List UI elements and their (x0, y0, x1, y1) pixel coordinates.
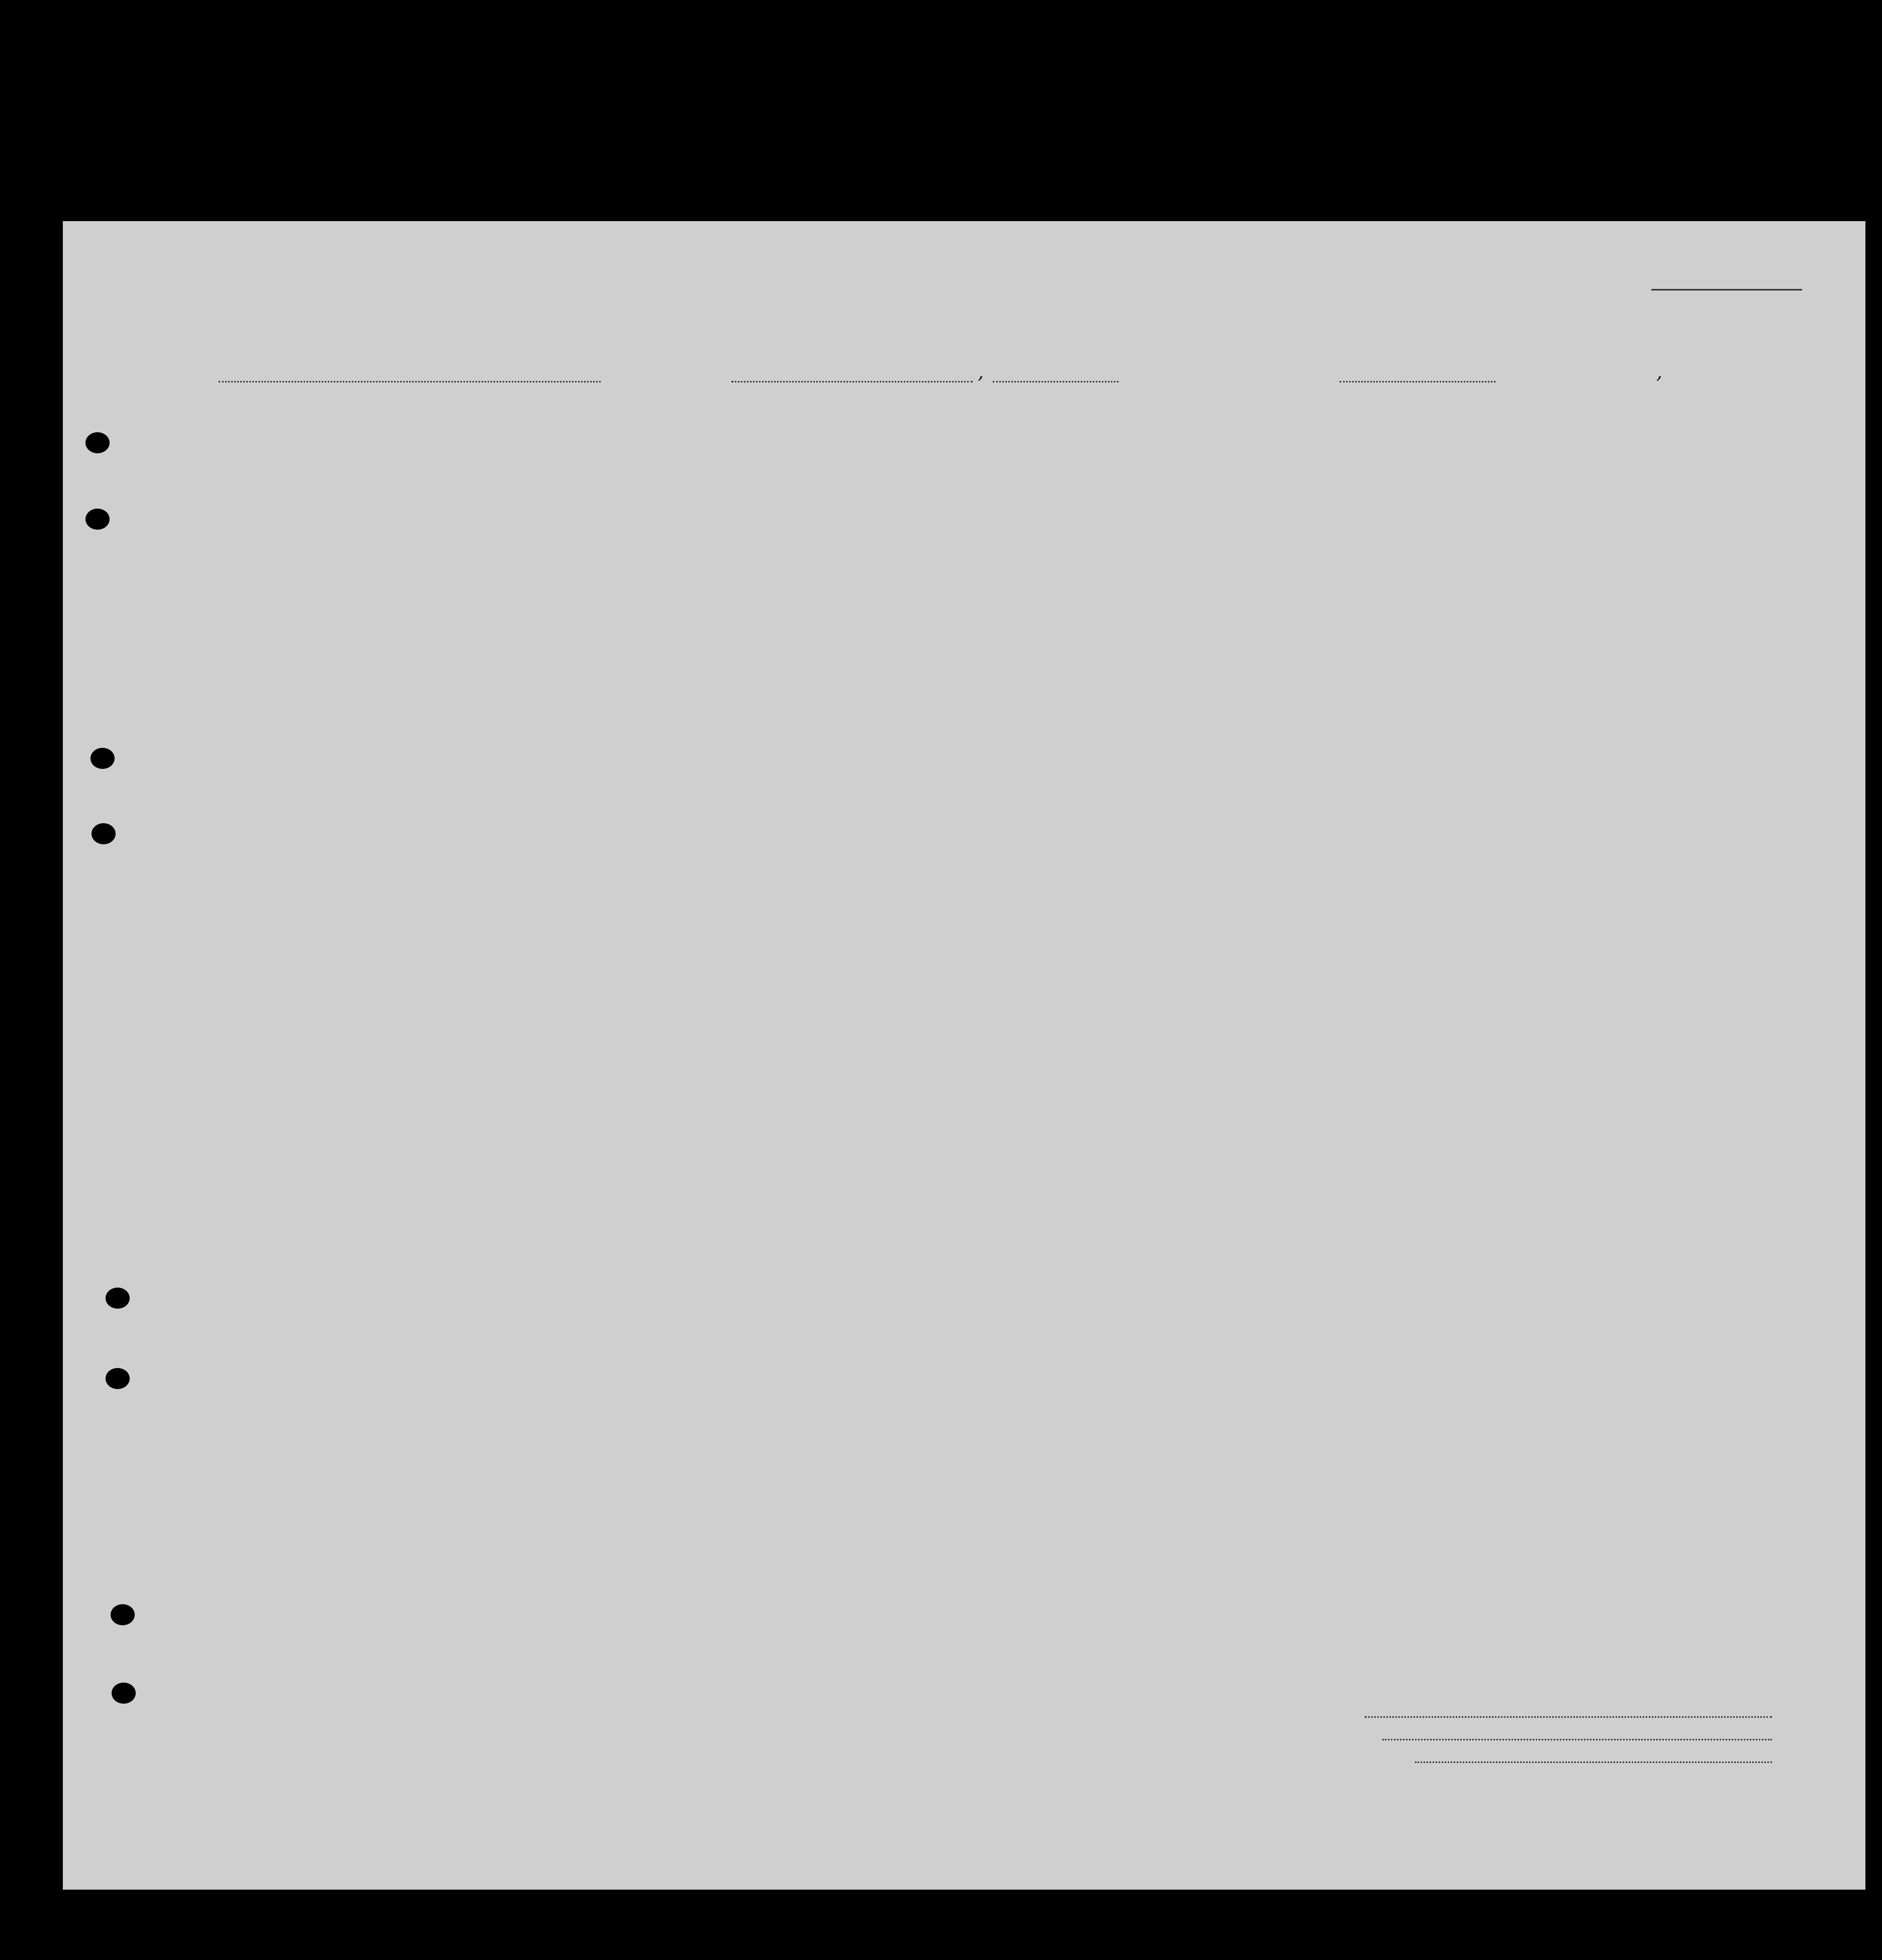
comma-2: , (1656, 361, 1663, 383)
table-grid (63, 221, 1865, 1890)
punch-hole (111, 1604, 135, 1625)
manifest-sheet (63, 221, 1865, 1890)
line-field (1365, 1716, 1772, 1718)
owners-field (1382, 1739, 1772, 1740)
local-agents-field (1415, 1761, 1772, 1763)
punch-hole (112, 1683, 136, 1704)
punch-hole (90, 748, 115, 769)
comma-1: , (978, 361, 984, 383)
punch-hole (91, 823, 116, 844)
punch-hole (106, 1368, 130, 1389)
punch-hole (85, 509, 110, 530)
punch-hole (85, 432, 110, 453)
punch-hole (106, 1288, 130, 1309)
